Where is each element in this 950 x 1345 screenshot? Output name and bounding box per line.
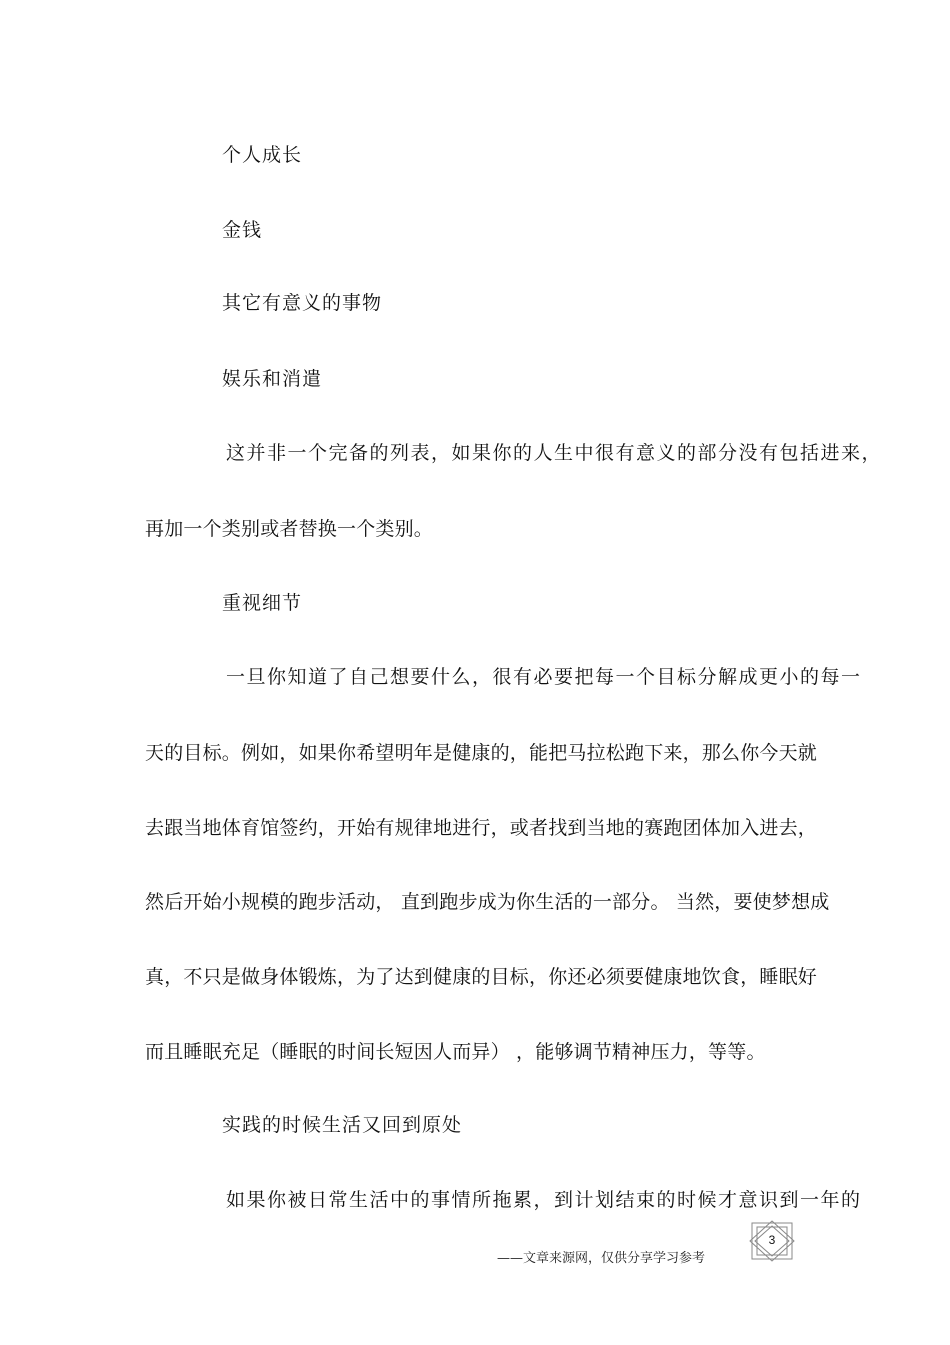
practice-line-1: 如果你被日常生活中的事情所拖累，到计划结束的时候才意识到一年的	[226, 1189, 862, 1211]
details-line-1: 一旦你知道了自己想要什么，很有必要把每一个目标分解成更小的每一	[226, 666, 862, 688]
details-line-5: 真，不只是做身体锻炼，为了达到健康的目标，你还必须要健康地饮食，睡眠好	[145, 966, 818, 988]
list-note-line-2: 再加一个类别或者替换一个类别。	[145, 518, 434, 540]
details-line-2: 天的目标。例如，如果你希望明年是健康的，能把马拉松跑下来，那么你今天就	[145, 742, 818, 764]
details-line-3: 去跟当地体育馆签约，开始有规律地进行，或者找到当地的赛跑团体加入进去，	[145, 817, 818, 839]
page-number-badge	[748, 1220, 796, 1262]
source-note: ——文章来源网，仅供分享学习参考	[497, 1251, 706, 1266]
heading-practice: 实践的时候生活又回到原处	[222, 1114, 463, 1136]
page-number: 3	[768, 1233, 776, 1247]
heading-money: 金钱	[222, 219, 263, 241]
details-line-4: 然后开始小规模的跑步活动， 直到跑步成为你生活的一部分。 当然，要使梦想成	[145, 891, 830, 913]
heading-entertainment: 娱乐和消遣	[222, 368, 323, 390]
heading-focus-details: 重视细节	[222, 592, 303, 614]
details-line-6: 而且睡眠充足（睡眠的时间长短因人而异） ，能够调节精神压力，等等。	[145, 1041, 766, 1063]
heading-other-meaningful: 其它有意义的事物	[222, 292, 383, 314]
heading-personal-growth: 个人成长	[222, 144, 303, 166]
list-note-line-1: 这并非一个完备的列表，如果你的人生中很有意义的部分没有包括进来，	[226, 442, 883, 464]
